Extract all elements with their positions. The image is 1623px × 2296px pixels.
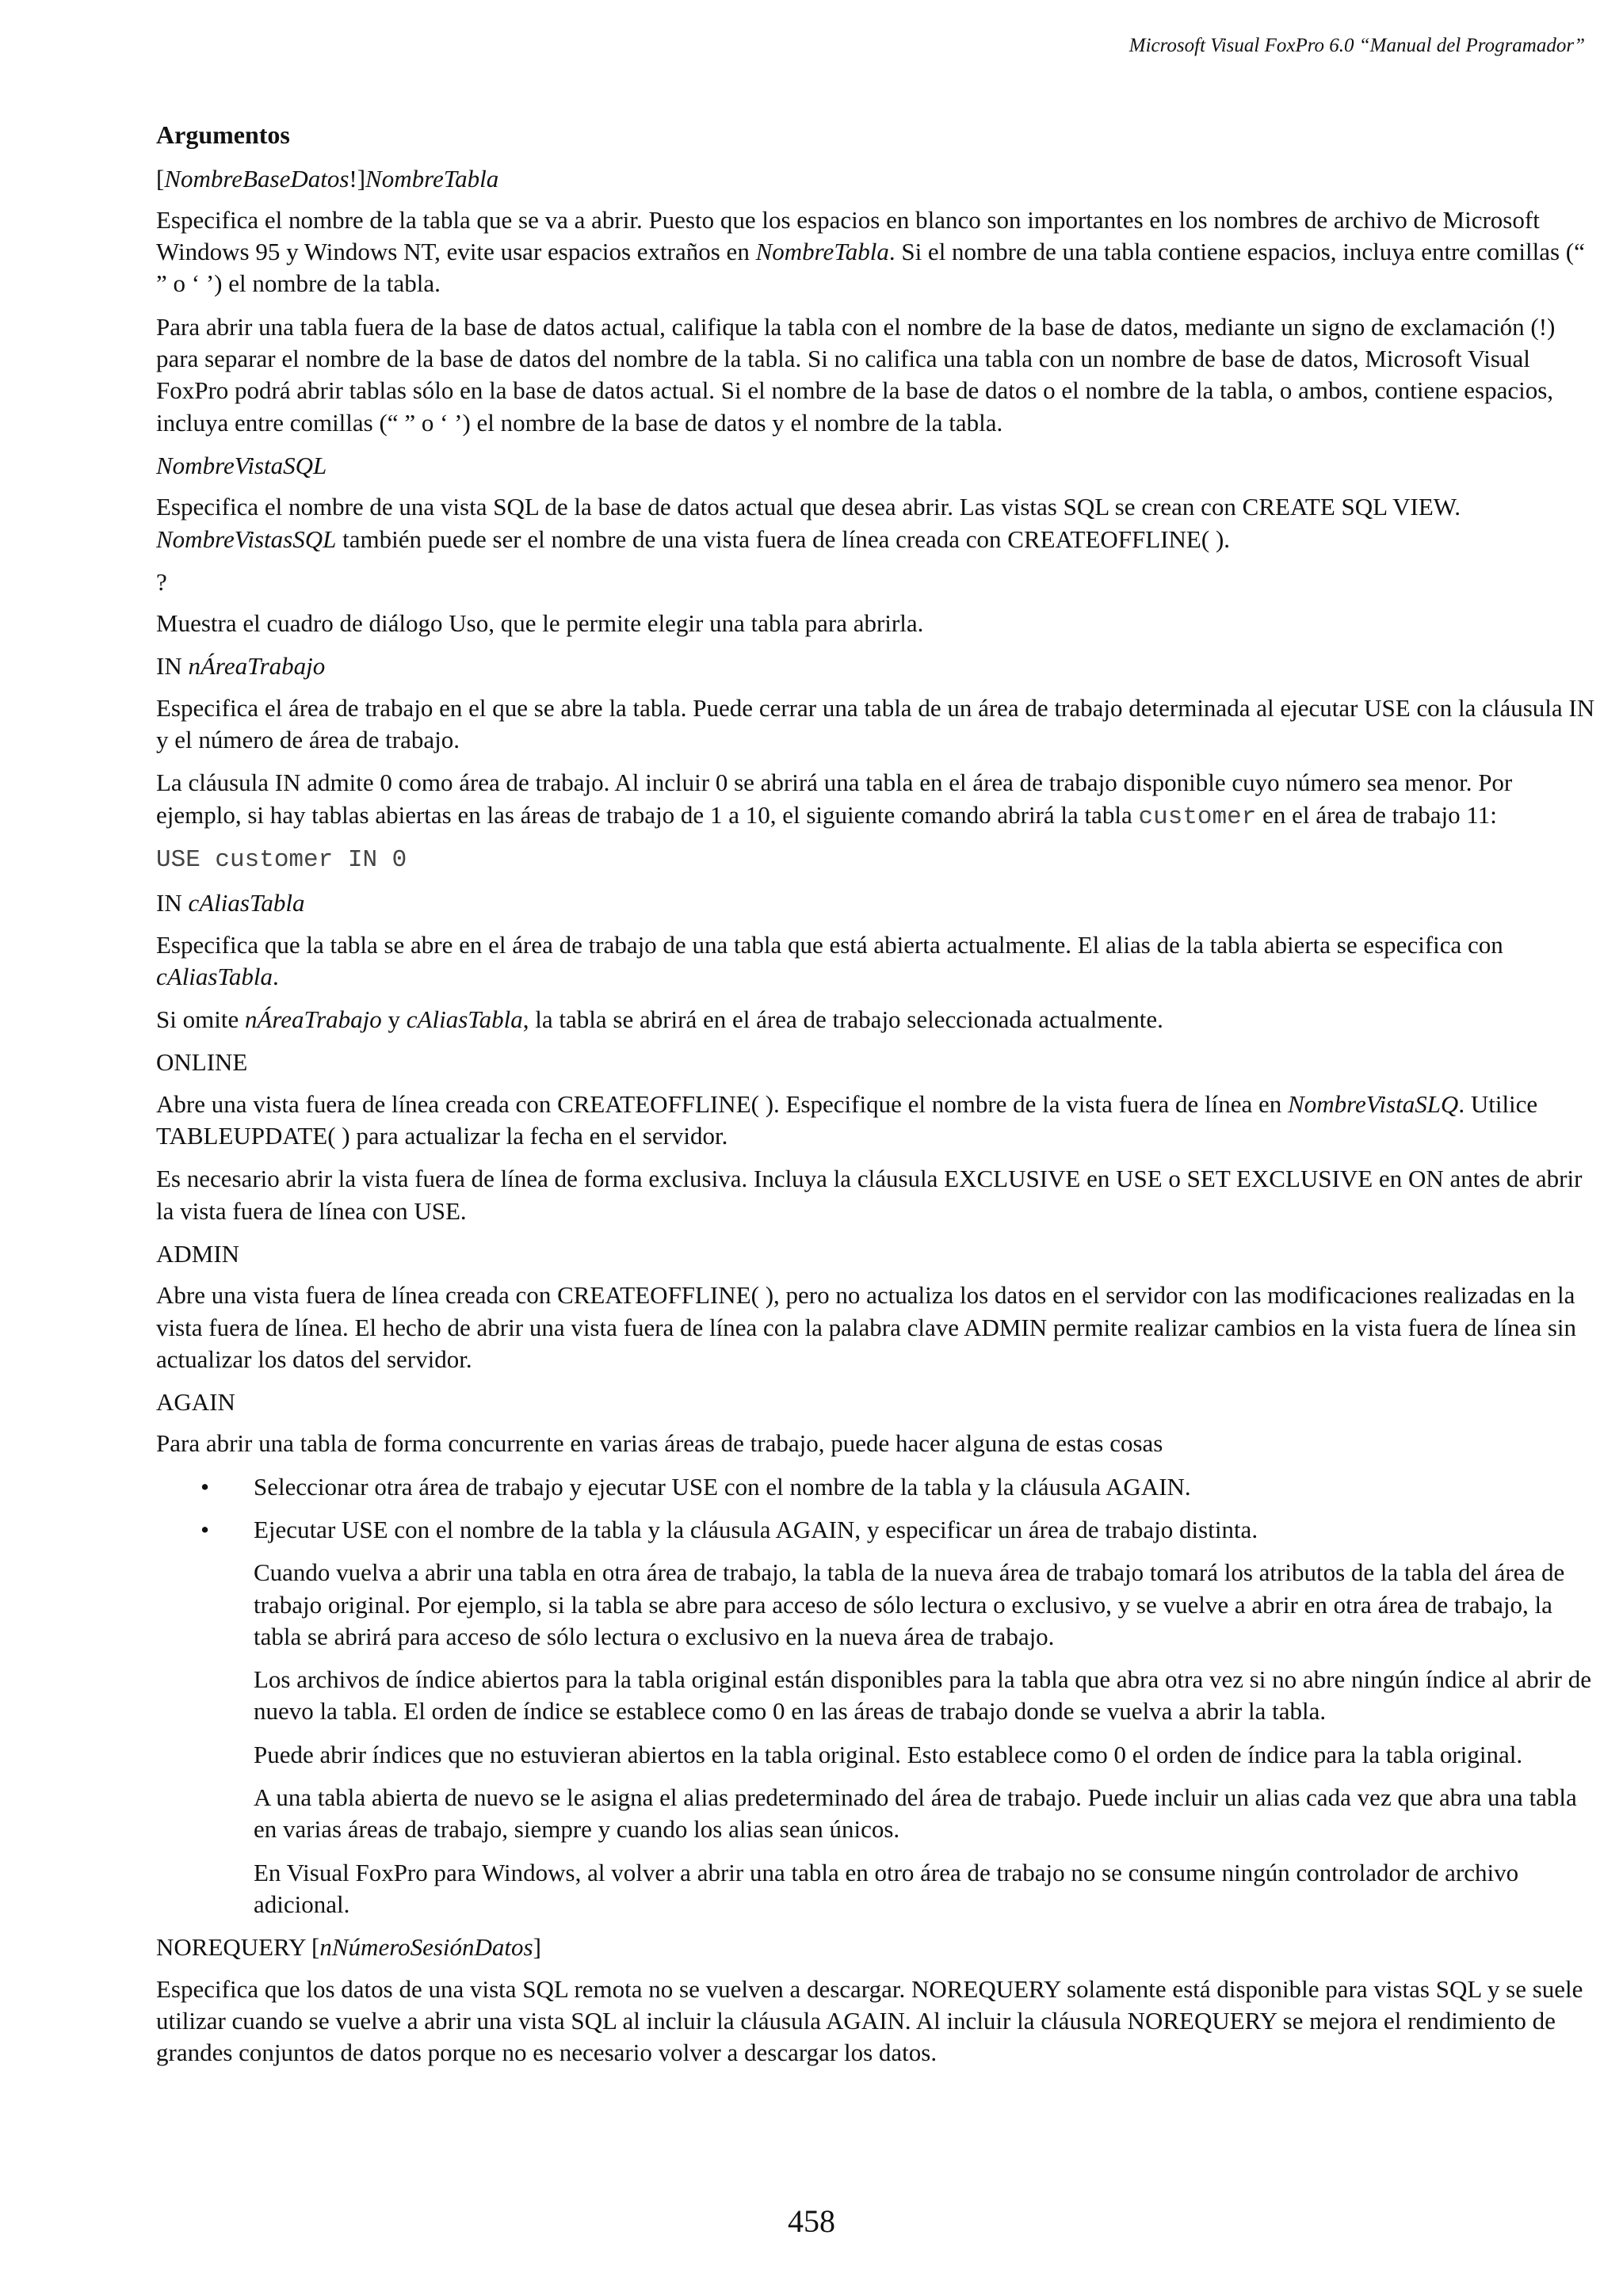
paragraph: Para abrir una tabla fuera de la base de datos actual, califique la tabla con el nombre de la base de datos, mediante un signo de exclamación (!) para separar el nombre de la base de datos del nombre de la tabla. Si no califica una tabla con un nombre de base de datos, Microsoft Visual FoxPro podrá abrir tablas sólo en la base de datos actual. Si el nombre de la base de datos o el nombre de la tabla, o ambos, contiene espacios, incluya entre comillas (“ ” o ‘ ’) el nombre de la base de datos y el nombre de la tabla.	[156, 312, 1556, 437]
paragraph: Especifica el nombre de una vista SQL de la base de datos actual que desea abrir. Las vistas SQL se crean con CREATE SQL VIEW. NombreVistasSQL también puede ser el nombre de una vista fuera de línea creada con CREATEOFFLINE( ).	[156, 493, 1461, 553]
argument-in-alias: IN cAliasTabla	[156, 889, 305, 917]
argument-admin: ADMIN	[156, 1239, 240, 1268]
paragraph: La cláusula IN admite 0 como área de trabajo. Al incluir 0 se abrirá una tabla en el área de trabajo disponible cuyo número sea menor. Por ejemplo, si hay tablas abiertas en las áreas de trabajo de 1 a 10, el siguiente comando abrirá la tabla customer en el área de trabajo 11:	[156, 769, 1513, 831]
bullet-icon: •	[200, 1515, 209, 1543]
page-body	[156, 119, 1598, 2080]
running-header: Microsoft Visual FoxPro 6.0 “Manual del Programador”	[1128, 35, 1585, 56]
paragraph: Especifica el área de trabajo en el que se abre la tabla. Puede cerrar una tabla de un área de trabajo determinada al ejecutar USE con la cláusula IN y el número de área de trabajo.	[156, 693, 1595, 754]
paragraph: Especifica que la tabla se abre en el área de trabajo de una tabla que está abierta actualmente. El alias de la tabla abierta se especifica con cAliasTabla.	[156, 930, 1503, 990]
paragraph: Para abrir una tabla de forma concurrente en varias áreas de trabajo, puede hacer alguna de estas cosas	[156, 1429, 1163, 1458]
argument-question: ?	[156, 567, 167, 596]
paragraph: Abre una vista fuera de línea creada con CREATEOFFLINE( ). Especifique el nombre de la vista fuera de línea en NombreVistaSLQ. Utilice TABLEUPDATE( ) para actualizar la fecha en el servidor.	[156, 1089, 1538, 1150]
paragraph: Abre una vista fuera de línea creada con CREATEOFFLINE( ), pero no actualiza los datos en el servidor con las modificaciones realizadas en la vista fuera de línea. El hecho de abrir una vista fuera de línea con la palabra clave ADMIN permite realizar cambios en la vista fuera de línea sin actualizar los datos del servidor.	[156, 1281, 1577, 1373]
list-item: • Seleccionar otra área de trabajo y ejecutar USE con el nombre de la tabla y la cláusula AGAIN.	[156, 1471, 1598, 1503]
paragraph: Especifica el nombre de la tabla que se va a abrir. Puesto que los espacios en blanco son importantes en los nombres de archivo de Microsoft Windows 95 y Windows NT, evite usar espacios extraños en NombreTabla. Si el nombre de una tabla contiene espacios, incluya entre comillas (“ ” o ‘ ’) el nombre de la tabla.	[156, 205, 1585, 298]
inline-code: customer	[1138, 803, 1257, 831]
paragraph: Muestra el cuadro de diálogo Uso, que le permite elegir una tabla para abrirla.	[156, 609, 924, 638]
indented-paragraph: Cuando vuelva a abrir una tabla en otra área de trabajo, la tabla de la nueva área de trabajo tomará los atributos de la tabla del área de trabajo original. Por ejemplo, si la tabla se abre para acceso de sólo lectura o exclusivo, y se vuelve a abrir en otra área de trabajo, la tabla se abrirá para acceso de sólo lectura o exclusivo en la nueva área de trabajo.	[254, 1558, 1565, 1650]
code-block: USE customer IN 0	[156, 845, 407, 874]
bullet-icon: •	[200, 1472, 209, 1501]
indented-paragraph: A una tabla abierta de nuevo se le asigna el alias predeterminado del área de trabajo. Puede incluir un alias cada vez que abra una tabla en varias áreas de trabajo, siempre y cuando los alias sean únicos.	[254, 1783, 1577, 1844]
paragraph: Si omite nÁreaTrabajo y cAliasTabla, la tabla se abrirá en el área de trabajo seleccionada actualmente.	[156, 1005, 1163, 1034]
argument-in-workarea: IN nÁreaTrabajo	[156, 652, 326, 681]
argument-online: ONLINE	[156, 1048, 248, 1077]
indented-paragraph: En Visual FoxPro para Windows, al volver a abrir una tabla en otro área de trabajo no se consume ningún controlador de archivo adicional.	[254, 1858, 1519, 1918]
paragraph: Es necesario abrir la vista fuera de línea de forma exclusiva. Incluya la cláusula EXCLUSIVE en USE o SET EXCLUSIVE en ON antes de abrir la vista fuera de línea con USE.	[156, 1165, 1583, 1225]
indented-paragraph: Los archivos de índice abiertos para la tabla original están disponibles para la tabla que abra otra vez si no abre ningún índice al abrir de nuevo la tabla. El orden de índice se establece como 0 en las áreas de trabajo donde se vuelva a abrir la tabla.	[254, 1665, 1592, 1726]
section-heading: Argumentos	[156, 120, 290, 149]
argument-again: AGAIN	[156, 1388, 235, 1417]
argument-table-name: [NombreBaseDatos!]NombreTabla	[156, 164, 499, 193]
page-number: 458	[788, 2203, 835, 2239]
argument-view-name: NombreVistaSQL	[156, 451, 327, 479]
indented-paragraph: Puede abrir índices que no estuvieran abiertos en la tabla original. Esto establece como 0 el orden de índice para la tabla original.	[254, 1740, 1523, 1768]
argument-norequery: NOREQUERY [nNúmeroSesiónDatos]	[156, 1933, 541, 1962]
paragraph: Especifica que los datos de una vista SQL remota no se vuelven a descargar. NOREQUERY solamente está disponible para vistas SQL y se suele utilizar cuando se vuelve a abrir una vista SQL al incluir la cláusula AGAIN. Al incluir la cláusula NOREQUERY se mejora el rendimiento de grandes conjuntos de datos porque no es necesario volver a descargar los datos.	[156, 1974, 1583, 2067]
list-item: • Ejecutar USE con el nombre de la tabla y la cláusula AGAIN, y especificar un área de trabajo distinta.	[156, 1514, 1598, 1546]
